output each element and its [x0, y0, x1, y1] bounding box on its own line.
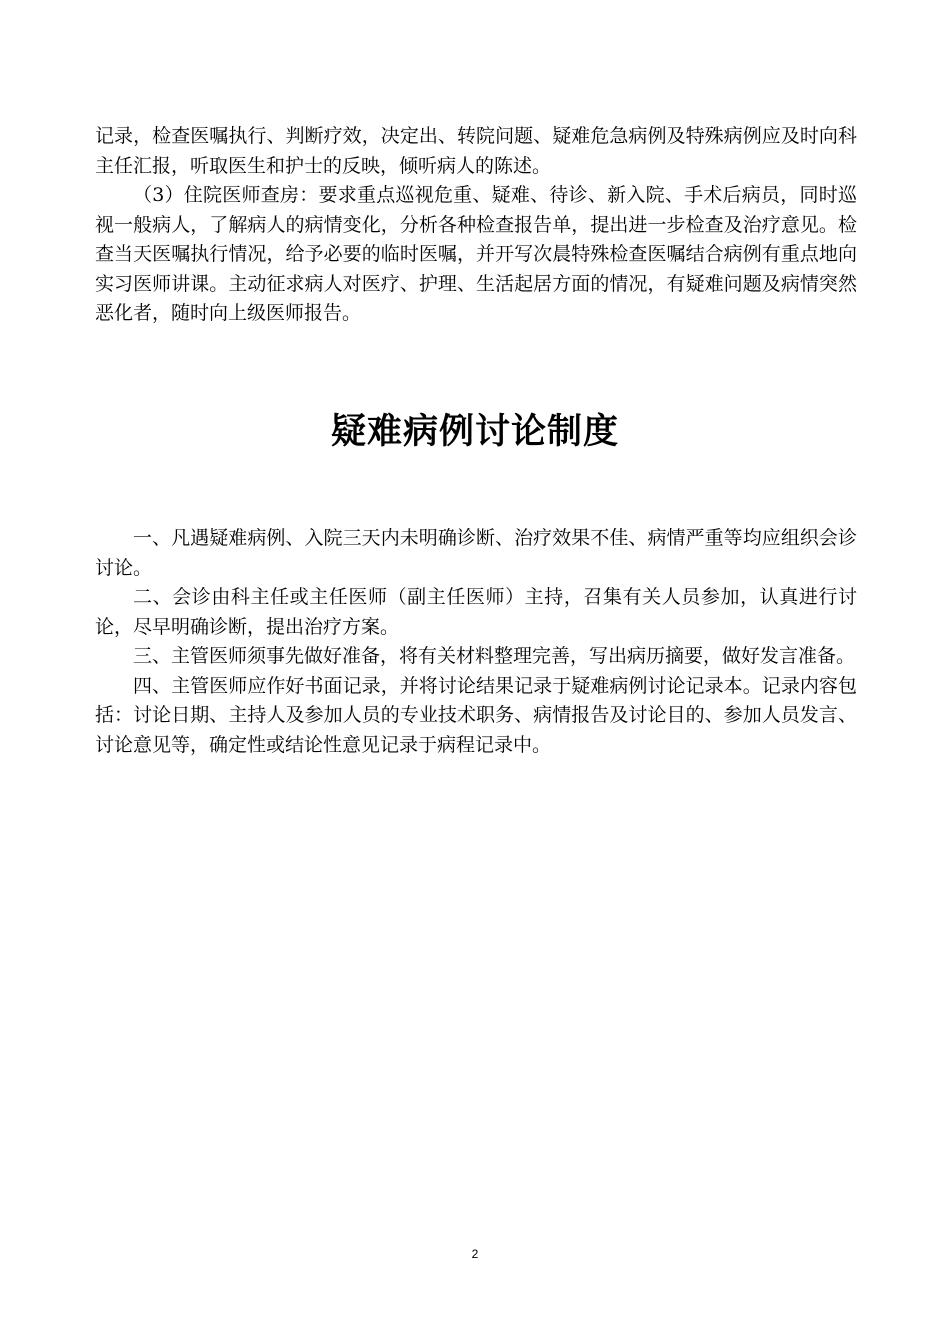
- continuation-paragraph: 记录，检查医嘱执行、判断疗效，决定出、转院问题、疑难危急病例及特殊病例应及时向科主任汇报，听取医生和护士的反映，倾听病人的陈述。: [95, 125, 857, 177]
- page-number: 2: [471, 1247, 479, 1261]
- previous-section-continuation: [95, 122, 857, 329]
- section-title: 疑难病例讨论制度: [330, 411, 619, 452]
- rule-item: 一、凡遇疑难病例、入院三天内未明确诊断、治疗效果不佳、病情严重等均应组织会诊讨论。: [95, 527, 857, 579]
- resident-rounds-paragraph: （3）住院医师查房：要求重点巡视危重、疑难、待诊、新入院、手术后病员，同时巡视一般病人，了解病人的病情变化，分析各种检查报告单，提出进一步检查及治疗意见。检查当天医嘱执行情况，给予必要的临时医嘱，并开写次晨特殊检查医嘱结合病例有重点地向实习医师讲课。主动征求病人对医疗、护理、生活起居方面的情况，有疑难问题及病情突然恶化者，随时向上级医师报告。: [95, 184, 857, 324]
- rule-item: 四、主管医师应作好书面记录，并将讨论结果记录于疑难病例讨论记录本。记录内容包括：讨论日期、主持人及参加人员的专业技术职务、病情报告及讨论目的、参加人员发言、讨论意见等，确定性或结论性意见记录于病程记录中。: [95, 674, 857, 756]
- rules-section: [95, 524, 857, 760]
- rule-item: 三、主管医师须事先做好准备，将有关材料整理完善，写出病历摘要，做好发言准备。: [133, 645, 856, 667]
- rule-item: 二、会诊由科主任或主任医师（副主任医师）主持，召集有关人员参加，认真进行讨论，尽早明确诊断，提出治疗方案。: [95, 586, 857, 638]
